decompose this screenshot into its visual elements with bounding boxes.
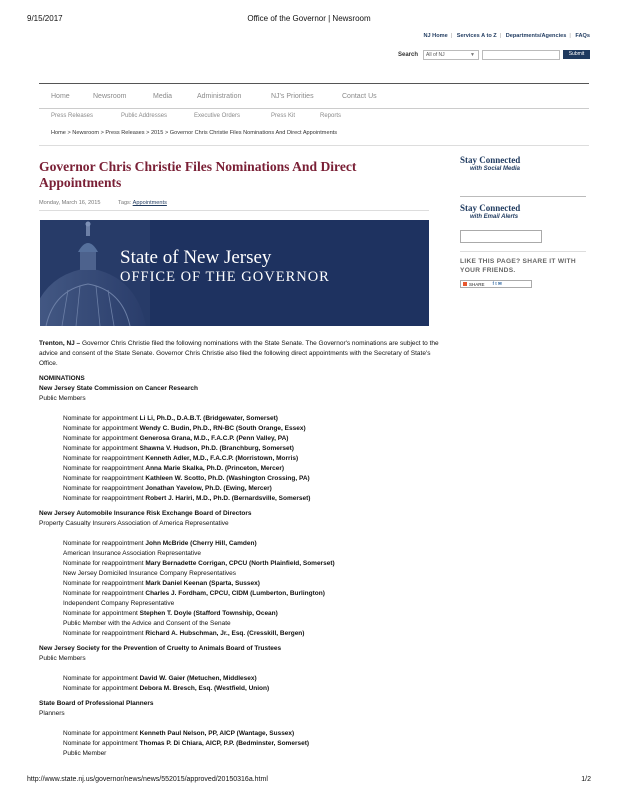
member-category: New Jersey Domiciled Insurance Company Representatives [63,570,237,577]
article-body [39,339,439,759]
nomination-item: Nominate for appointment Debora M. Bresch, Esq. (Westfield, Union) [63,685,270,692]
print-url: http://www.state.nj.us/governor/news/news/552015/approved/20150316a.html [27,776,268,783]
nomination-item: Nominate for appointment Thomas P. Di Chiara, AICP, P.P. (Bedminster, Somerset) [63,740,310,747]
subnav-public-addresses[interactable]: Public Addresses [121,113,168,119]
board-title: New Jersey Automobile Insurance Risk Exchange Board of Directors [39,510,252,517]
nomination-item: Nominate for appointment Wendy C. Budin, Ph.D., RN-BC (South Orange, Essex) [63,425,306,432]
nomination-item: Nominate for appointment Li Li, Ph.D., D.A.B.T. (Bridgewater, Somerset) [63,415,278,422]
nomination-item: Nominate for reappointment Kenneth Adler, M.D., F.A.C.P. (Morristown, Morris) [63,455,299,462]
lead-text: Governor Chris Christie filed the following nominations with the State Senate. The Governor's nominations are subject to the advice and consent of the State Senate. Governor Chris Christie also filed the following direct appointments with the Secretary of State's Office. [39,340,439,367]
nav-media[interactable]: Media [153,93,173,100]
tag-link[interactable]: Appointments [132,200,167,206]
divider [39,145,589,146]
article-date: Monday, March 16, 2015 [39,200,101,206]
social-icons: f t ✉ [492,281,502,286]
sidebar [460,155,586,288]
search-scope-value: All of NJ [426,51,445,58]
nav-priorities[interactable]: NJ's Priorities [271,93,314,100]
banner-office-text: OFFICE OF THE GOVERNOR [120,269,330,285]
article-meta [39,200,167,206]
utility-nav: NJ Home | Services A to Z | Departments/Agencies | FAQs [423,33,590,39]
section-heading: NOMINATIONS [39,375,85,382]
nomination-item: Nominate for reappointment Anna Marie Skalka, Ph.D. (Princeton, Mercer) [63,465,285,472]
page-number: 1/2 [581,776,591,783]
print-date: 9/15/2017 [27,14,63,23]
nomination-item: Nominate for reappointment Charles J. Fordham, CPCU, CIDM (Lumberton, Burlington) [63,590,325,597]
stay-connected-email-heading: Stay Connected [460,203,521,213]
nomination-item: Nominate for reappointment Mary Bernadette Corrigan, CPCU (North Plainfield, Somerset) [63,560,335,567]
nomination-item: Nominate for reappointment Robert J. Hariri, M.D., Ph.D. (Bernardsville, Somerset) [63,495,311,502]
nav-home[interactable]: Home [51,93,70,100]
nomination-item: Nominate for reappointment Jonathan Yavelow, Ph.D. (Ewing, Mercer) [63,485,272,492]
subnav-executive-orders[interactable]: Executive Orders [194,113,241,119]
banner-state-text: State of New Jersey [120,247,272,268]
share-icon [463,282,467,286]
util-link-departments[interactable]: Departments/Agencies [505,33,567,39]
dateline: Trenton, NJ – [39,340,81,347]
print-footer [27,776,591,786]
divider [460,251,586,252]
lead-paragraph [39,339,439,369]
nav-contact-us[interactable]: Contact Us [342,93,377,100]
nav-newsroom[interactable]: Newsroom [93,93,127,100]
nomination-item: Nominate for appointment Stephen T. Doyle (Stafford Township, Ocean) [63,610,278,617]
nomination-item: Nominate for appointment David W. Gaier (Metuchen, Middlesex) [63,675,257,682]
search-bar [398,49,590,60]
divider [39,210,429,211]
nomination-item: Nominate for reappointment Kathleen W. Scotto, Ph.D. (Washington Crossing, PA) [63,475,310,482]
member-category: Public Members [39,655,86,662]
nomination-item: Nominate for reappointment John McBride (Cherry Hill, Camden) [63,540,257,547]
subnav-reports[interactable]: Reports [320,113,342,119]
nomination-item: Nominate for appointment Shawna V. Hudson, Ph.D. (Branchburg, Somerset) [63,445,294,452]
util-link-faqs[interactable]: FAQs [575,33,590,39]
email-alert-input[interactable] [460,230,542,243]
divider [460,196,586,197]
share-button[interactable] [460,280,532,288]
nav-administration[interactable]: Administration [197,93,242,100]
main-nav [39,83,589,109]
tags-label: Tags: [118,200,132,206]
search-scope-select[interactable] [423,50,479,60]
member-category: American Insurance Association Representative [63,550,202,557]
search-input[interactable] [482,50,560,60]
share-label: SHARE [469,281,485,287]
social-media-link[interactable]: with Social Media [470,166,521,172]
member-category: Independent Company Representative [63,600,175,607]
office-banner [40,220,429,326]
board-title: State Board of Professional Planners [39,700,154,707]
util-link-services[interactable]: Services A to Z [456,33,497,39]
member-category: Public Member [63,750,107,757]
search-label: Search [397,51,418,58]
subnav-press-kit[interactable]: Press Kit [271,113,296,119]
member-category: Public Members [39,395,86,402]
email-alerts-link[interactable]: with Email Alerts [470,214,519,220]
member-category: Public Member with the Advice and Consent of the Senate [63,620,231,627]
search-submit-button[interactable]: Submit [563,50,590,59]
nomination-item: Nominate for appointment Kenneth Paul Nelson, PP, AICP (Wantage, Sussex) [63,730,295,737]
member-category: Property Casualty Insurers Association of America Representative [39,520,229,527]
stay-connected-social-heading: Stay Connected [460,155,521,165]
print-page-title: Office of the Governor | Newsroom [247,14,371,23]
util-link-nj-home[interactable]: NJ Home [423,33,448,39]
board-title: New Jersey Society for the Prevention of Cruelty to Animals Board of Trustees [39,645,282,652]
member-category: Planners [39,710,65,717]
print-header [27,14,591,26]
article-title: Governor Chris Christie Files Nominations And Direct Appointments [39,159,357,190]
board-title: New Jersey State Commission on Cancer Research [39,385,198,392]
chevron-down-icon: ▼ [470,51,475,58]
nomination-item: Nominate for reappointment Richard A. Hubschman, Jr., Esq. (Cresskill, Bergen) [63,630,305,637]
breadcrumb[interactable]: Home > Newsroom > Press Releases > 2015 > Governor Chris Christie Files Nominations And Direct Appointments [51,130,338,136]
share-prompt: LIKE THIS PAGE? SHARE IT WITH YOUR FRIENDS. [460,258,576,274]
nomination-item: Nominate for reappointment Mark Daniel Keenan (Sparta, Sussex) [63,580,260,587]
nomination-item: Nominate for appointment Generosa Grana, M.D., F.A.C.P. (Penn Valley, PA) [63,435,289,442]
subnav-press-releases[interactable]: Press Releases [51,113,94,119]
